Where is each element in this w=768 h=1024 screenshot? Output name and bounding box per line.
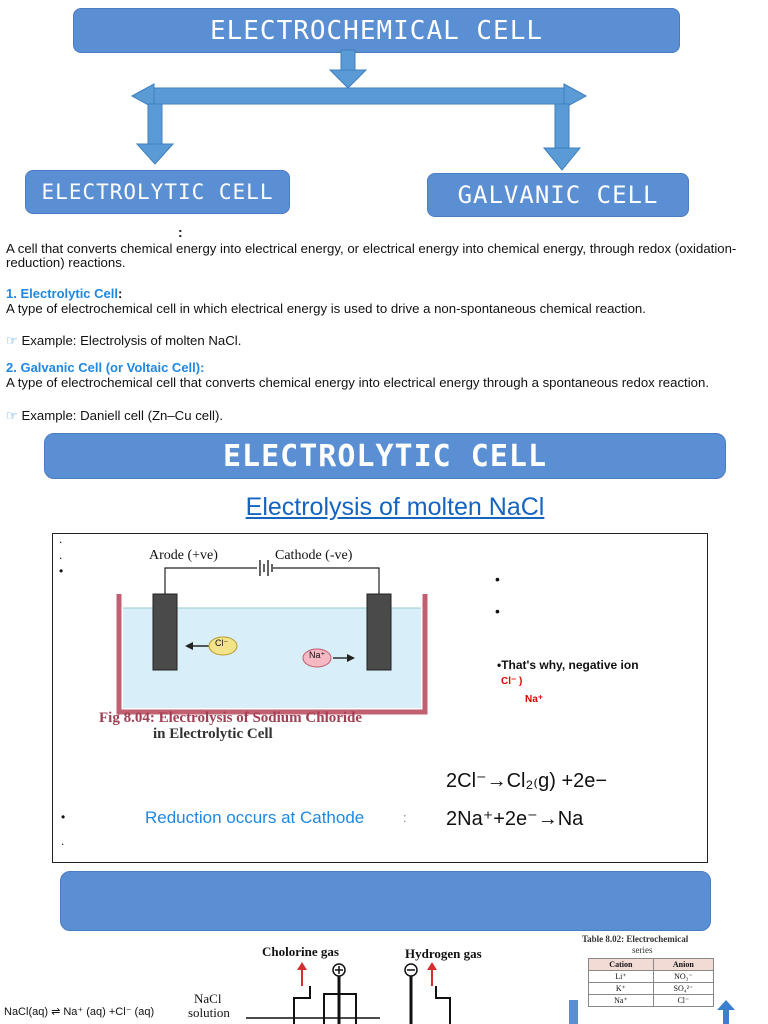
table-header-anion: Anion bbox=[653, 959, 713, 971]
figure1-caption-1: Fig 8.04: Electrolysis of Sodium Chloride bbox=[99, 710, 363, 726]
panel-bullet: • bbox=[59, 564, 64, 578]
right-gas-tube bbox=[436, 986, 450, 1024]
left-down-shaft bbox=[148, 104, 162, 146]
panel-bullet: . bbox=[59, 532, 63, 546]
series-table-title-1: Table 8.02: Electrochemical bbox=[582, 934, 689, 944]
cl-minus-text: Cl⁻ ) bbox=[501, 676, 523, 687]
electrochemical-series-table bbox=[588, 958, 714, 1007]
panel-bullet: . bbox=[59, 548, 63, 562]
table-cell: Cl⁻ bbox=[653, 995, 713, 1007]
aqueous-banner bbox=[60, 871, 711, 931]
cathode-label: Cathode (-ve) bbox=[275, 548, 353, 563]
stem-arrow-shaft bbox=[341, 50, 355, 72]
electrolytic-banner-title: ELECTROLYTIC CELL bbox=[222, 438, 548, 474]
panel-bullet: • bbox=[495, 571, 500, 587]
pointing-hand-icon: ☞ bbox=[6, 408, 18, 423]
table-row bbox=[589, 971, 714, 983]
chlorine-label: Cholorine gas bbox=[262, 944, 339, 959]
main-title: ELECTROCHEMICAL CELL bbox=[209, 15, 544, 46]
electrolytic-banner bbox=[44, 433, 726, 479]
anode-label: Arode (+ve) bbox=[149, 548, 218, 563]
table-cell: NO₃⁻ bbox=[653, 971, 713, 983]
series-up-arrow-icon bbox=[716, 1000, 736, 1024]
right-down-shaft bbox=[555, 104, 569, 150]
figure1-caption-2: in Electrolytic Cell bbox=[153, 726, 273, 742]
item2-heading: 2. Galvanic Cell (or Voltaic Cell): bbox=[6, 360, 205, 375]
stem-arrow-head bbox=[330, 70, 366, 88]
section-subtitle: Electrolysis of molten NaCl bbox=[245, 493, 545, 521]
panel-bullet: • bbox=[61, 810, 66, 824]
table-cell: SO₄²⁻ bbox=[653, 983, 713, 995]
series-bar-left bbox=[569, 1000, 578, 1024]
right-down-head bbox=[544, 148, 580, 170]
galvanic-cell-box bbox=[427, 173, 689, 217]
na-ion-label: Na⁺ bbox=[309, 650, 326, 660]
oxidation-equation: 2Cl⁻→Cl₂₍g) +2e− bbox=[446, 770, 608, 792]
item1-example-row bbox=[6, 334, 241, 348]
aqueous-nacl-figure bbox=[240, 958, 480, 1024]
nacl-label-2: solution bbox=[188, 1005, 230, 1020]
galvanic-cell-label: GALVANIC CELL bbox=[457, 181, 659, 209]
table-header-cation: Cation bbox=[589, 959, 654, 971]
pointing-hand-icon: ☞ bbox=[6, 333, 18, 348]
stray-colon: : bbox=[178, 224, 183, 240]
table-row bbox=[589, 983, 714, 995]
na-plus-text: Na⁺ bbox=[525, 694, 544, 705]
horizontal-arrow-shaft bbox=[150, 88, 570, 104]
left-down-head bbox=[137, 144, 173, 164]
item1-example: Example: Electrolysis of molten NaCl. bbox=[21, 333, 242, 348]
left-wire bbox=[165, 568, 257, 594]
table-cell: Na⁺ bbox=[589, 995, 654, 1007]
reduction-label: Reduction occurs at Cathode bbox=[145, 808, 365, 827]
table-cell: K⁺ bbox=[589, 983, 654, 995]
thats-why-text: •That's why, negative ion bbox=[497, 658, 639, 672]
electrolytic-cell-box bbox=[25, 170, 290, 214]
nacl-label-1: NaCl bbox=[194, 991, 222, 1006]
panel-bullet: • bbox=[495, 603, 500, 619]
cl-ion-label: Cl⁻ bbox=[215, 638, 229, 648]
right-wire bbox=[273, 568, 379, 594]
table-row bbox=[589, 995, 714, 1007]
anode-electrode bbox=[153, 594, 177, 670]
cathode-electrode bbox=[367, 594, 391, 670]
chlorine-arrow-head bbox=[297, 962, 307, 970]
electrolytic-cell-label: ELECTROLYTIC CELL bbox=[41, 180, 274, 204]
item1-text: A type of electrochemical cell in which electrical energy is used to drive a non-spontaneous chemical reaction. bbox=[6, 301, 646, 316]
panel-bullet: . bbox=[61, 834, 65, 848]
electrolysis-panel bbox=[52, 533, 708, 863]
item1-heading-colon: : bbox=[118, 286, 123, 301]
item1-heading: 1. Electrolytic Cell bbox=[6, 286, 118, 301]
intro-paragraph: A cell that converts chemical energy into electrical energy, or electrical energy into chemical energy, through redox (oxidation-reduction) reactions. bbox=[6, 241, 737, 270]
hydrogen-arrow-head bbox=[427, 962, 437, 970]
item2-example: Example: Daniell cell (Zn–Cu cell). bbox=[21, 408, 224, 423]
series-table-title-2: series bbox=[632, 945, 653, 955]
reduction-colon: : bbox=[403, 810, 407, 825]
table-cell: Li⁺ bbox=[589, 971, 654, 983]
reduction-equation: 2Na⁺+2e⁻→Na bbox=[446, 808, 584, 830]
item2-text: A type of electrochemical cell that converts chemical energy into electrical energy through a spontaneous redox reaction. bbox=[6, 375, 709, 390]
dissociation-equation: NaCl(aq) ⇌ Na⁺ (aq) +Cl⁻ (aq) bbox=[4, 1006, 155, 1018]
item2-example-row bbox=[6, 409, 223, 423]
hydrogen-label: Hydrogen gas bbox=[405, 946, 482, 961]
table-header-row bbox=[589, 959, 714, 971]
